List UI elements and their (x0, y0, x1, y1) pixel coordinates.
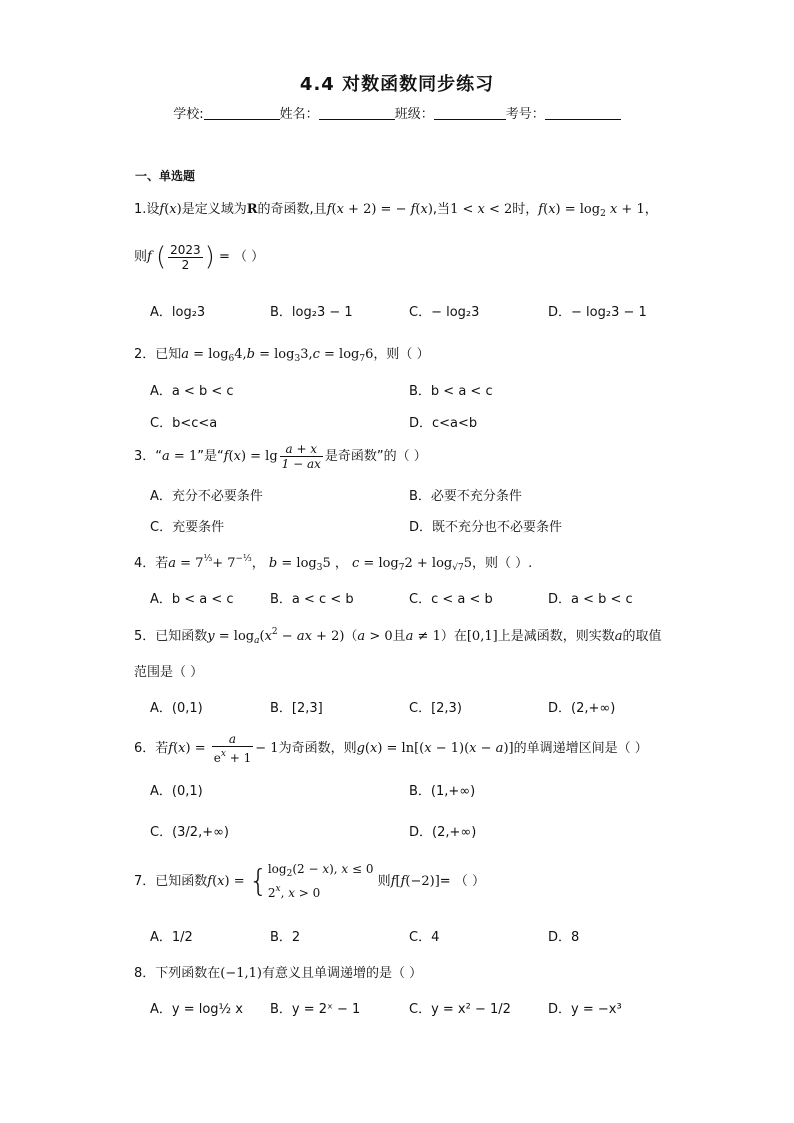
name-label: 姓名： (279, 107, 319, 122)
q8-option-c[interactable]: C．y = x² − 1/2 (409, 1002, 511, 1017)
q8-option-d[interactable]: D．y = −x³ (548, 1002, 622, 1017)
q4-option-b[interactable]: B．a < c < b (270, 592, 354, 607)
student-info-line (0, 103, 794, 122)
q2-option-b[interactable]: B．b < a < c (409, 384, 493, 399)
question-3: 3．“a = 1”是“f(x) = lg $\frac{a + x}{1 - ax}$ 是奇函数”的（ ） (134, 442, 427, 471)
q6-option-a[interactable]: A．(0,1) (150, 784, 203, 799)
q7-option-c[interactable]: C．4 (409, 930, 440, 945)
fraction-a-over-ex: $\frac{a}{e^x + 1}$ (213, 732, 252, 765)
fraction-a-plus-x: $\frac{a + x}{1 - ax}$ (281, 442, 321, 471)
q5-option-d[interactable]: D．(2,+∞) (548, 701, 616, 716)
question-2: 2．已知$a = \log_64,b = \log_33,c = \log_76$，则（ ） (134, 347, 430, 364)
school-blank[interactable] (204, 107, 280, 120)
q1-option-c[interactable]: C．− log₂3 (409, 305, 480, 320)
q8-option-b[interactable]: B．y = 2ˣ − 1 (270, 1002, 361, 1017)
exam-number-blank[interactable] (545, 107, 621, 120)
q6-option-d[interactable]: D．(2,+∞) (409, 825, 477, 840)
q1-option-b[interactable]: B．log₂3 − 1 (270, 305, 353, 320)
page-title: 4.4 对数函数同步练习 (299, 74, 495, 95)
q6-option-b[interactable]: B．(1,+∞) (409, 784, 476, 799)
question-8: 8．下列函数在(−1,1)有意义且单调递增的是（ ） (134, 966, 423, 981)
q4-option-c[interactable]: C．c < a < b (409, 592, 493, 607)
q5-option-a[interactable]: A．(0,1) (150, 701, 203, 716)
q3-option-b[interactable]: B．必要不充分条件 (409, 489, 522, 504)
q2-option-c[interactable]: C．b<c<a (150, 416, 218, 431)
question-1-line-1: 1.设f(x)是定义域为R的奇函数,且f(x + 2) = − f(x),当1 < x < 2时，$f(x) = \log_2 x + 1$， (134, 202, 658, 219)
class-label: 班级： (394, 107, 434, 122)
section-title: 一、单选题 (135, 169, 196, 183)
question-5-line-1: 5．已知函数$y = \log_a(x^2$ − ax + 2)（a > 0且a ≠ 1）在[0,1]上是减函数，则实数a的取值 (134, 627, 662, 646)
question-5-line-2: 范围是（ ） (134, 665, 204, 680)
class-blank[interactable] (434, 107, 506, 120)
q7-option-a[interactable]: A．1/2 (150, 930, 193, 945)
name-blank[interactable] (319, 107, 395, 120)
q1-option-a[interactable]: A．log₂3 (150, 305, 206, 320)
exam-number-label: 考号： (505, 107, 545, 122)
question-1-line-2: 则f ( $\frac{2023}{2}$ ) = （ ） (134, 242, 265, 272)
q3-option-c[interactable]: C．充要条件 (150, 520, 225, 535)
question-7: 7．已知函数$f(x) = \{\log_2(2 - x)$, x ≤ 0 2$^x$, x > 0 则f[f(−2)]= （ ） (134, 862, 485, 900)
q3-option-a[interactable]: A．充分不必要条件 (150, 489, 263, 504)
q1-option-d[interactable]: D．− log₂3 − 1 (548, 305, 647, 320)
q8-option-a[interactable]: A．y = log½ x (150, 1002, 243, 1017)
q5-option-c[interactable]: C．[2,3) (409, 701, 462, 716)
question-6: 6．若f(x) = $\frac{a}{e^x + 1}$ − 1为奇函数，则g(x) = ln[(x − 1)(x − a)]的单调递增区间是（ ） (134, 732, 648, 765)
piecewise-definition: $\log_2(2 - x)$, x ≤ 0 2$^x$, x > 0 (267, 862, 374, 900)
q7-option-d[interactable]: D．8 (548, 930, 580, 945)
q5-option-b[interactable]: B．[2,3] (270, 701, 323, 716)
q3-option-d[interactable]: D．既不充分也不必要条件 (409, 520, 563, 535)
q7-option-b[interactable]: B．2 (270, 930, 301, 945)
fraction-2023-over-2: $\frac{2023}{2}$ (170, 242, 201, 272)
q6-option-c[interactable]: C．(3/2,+∞) (150, 825, 229, 840)
q4-option-d[interactable]: D．a < b < c (548, 592, 633, 607)
school-label: 学校: (173, 107, 204, 122)
q2-option-a[interactable]: A．a < b < c (150, 384, 234, 399)
question-4: 4．若$a = 7^{\frac{1}{3}}+ 7^{-\frac{1}{3}}$， $b = \log_35$ ， $c = \log_72 + \log_{√7}5$，则（ ）. (134, 554, 533, 573)
q2-option-d[interactable]: D．c<a<b (409, 416, 478, 431)
q4-option-a[interactable]: A．b < a < c (150, 592, 234, 607)
